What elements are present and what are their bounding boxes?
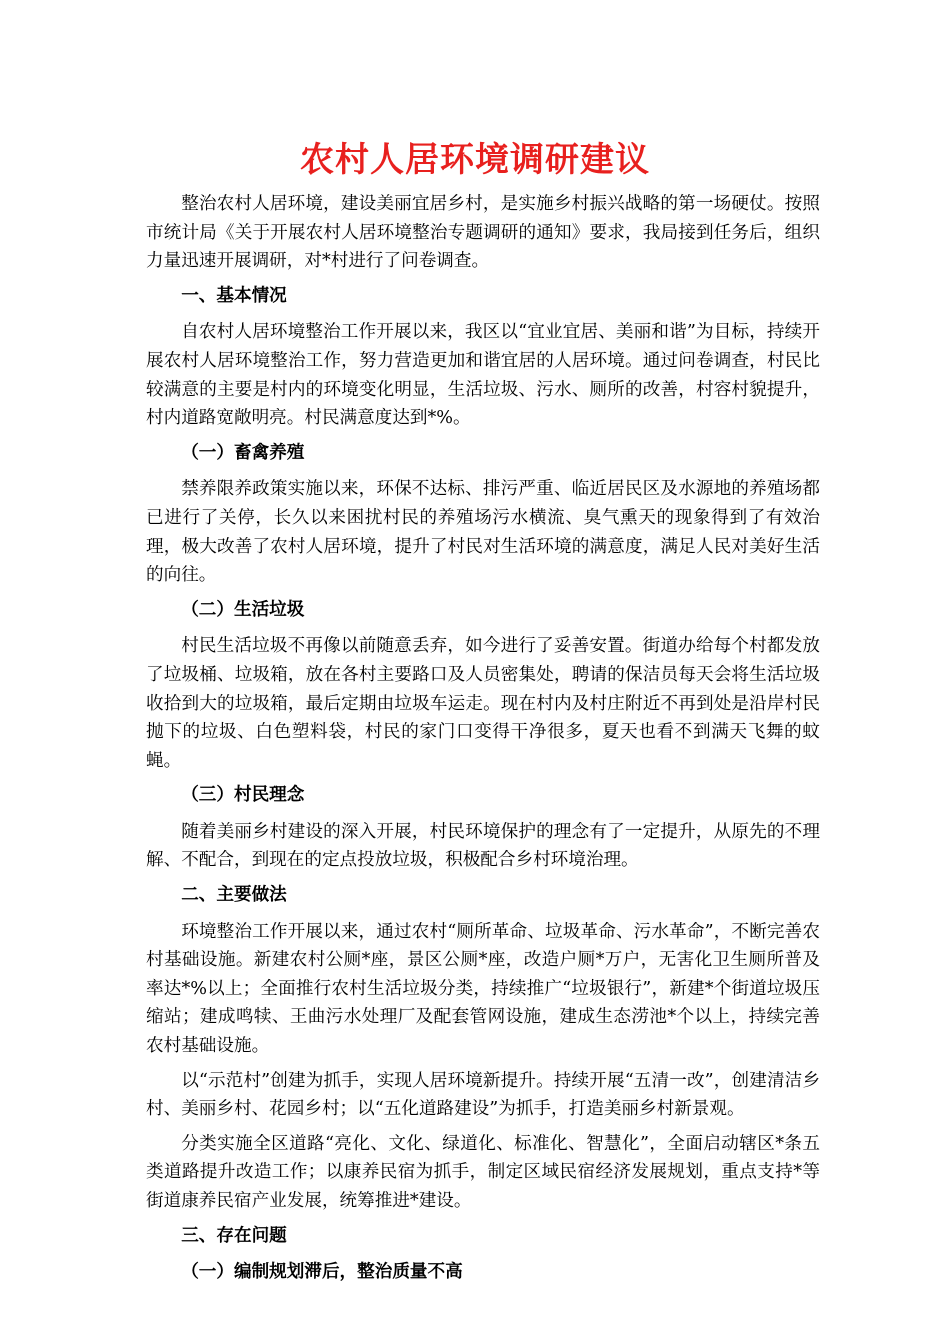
- body-paragraph: 禁养限养政策实施以来，环保不达标、排污严重、临近居民区及水源地的养殖场都已进行了关停，长久以来困扰村民的养殖场污水横流、臭气熏天的现象得到了有效治理，极大改善了农村人居环境，提升了村民对生活环境的满意度，满足人民对美好生活的向往。: [146, 479, 820, 586]
- body-paragraph: 整治农村人居环境，建设美丽宜居乡村，是实施乡村振兴战略的第一场硬仗。按照市统计局《关于开展农村人居环境整治专题调研的通知》要求，我局接到任务后，组织力量迅速开展调研，对*村进行了问卷调查。: [146, 194, 820, 272]
- section-heading: 一、基本情况: [181, 285, 287, 306]
- body-paragraph: 分类实施全区道路“亮化、文化、绿道化、标准化、智慧化”，全面启动辖区*条五类道路提升改造工作；以康养民宿为抓手，制定区域民宿经济发展规划，重点支持*等街道康养民宿产业发展，统筹推进*建设。: [146, 1133, 820, 1211]
- body-paragraph: 以“示范村”创建为抓手，实现人居环境新提升。持续开展“五清一改”，创建清洁乡村、美丽乡村、花园乡村；以“五化道路建设”为抓手，打造美丽乡村新景观。: [146, 1070, 820, 1120]
- section-heading: 二、主要做法: [181, 885, 287, 906]
- section-heading: （一）畜禽养殖: [181, 442, 305, 463]
- body-paragraph: 自农村人居环境整治工作开展以来，我区以“宜业宜居、美丽和谐”为目标，持续开展农村人居环境整治工作，努力营造更加和谐宜居的人居环境。通过问卷调查，村民比较满意的主要是村内的环境变化明显，生活垃圾、污水、厕所的改善，村容村貌提升，村内道路宽敞明亮。村民满意度达到*%。: [146, 322, 820, 429]
- body-paragraph: 村民生活垃圾不再像以前随意丢弃，如今进行了妥善安置。街道办给每个村都发放了垃圾桶、垃圾箱，放在各村主要路口及人员密集处，聘请的保洁员每天会将生活垃圾收拾到大的垃圾箱，最后定期由垃圾车运走。现在村内及村庄附近不再到处是沿岸村民抛下的垃圾、白色塑料袋，村民的家门口变得干净很多，夏天也看不到满天飞舞的蚊蝇。: [146, 636, 820, 771]
- body-paragraph: 环境整治工作开展以来，通过农村“厕所革命、垃圾革命、污水革命”，不断完善农村基础设施。新建农村公厕*座，景区公厕*座，改造户厕*万户，无害化卫生厕所普及率达*%以上；全面推行农村生活垃圾分类，持续推广“垃圾银行”，新建*个街道垃圾压缩站；建成鸣犊、王曲污水处理厂及配套管网设施，建成生态涝池*个以上，持续完善农村基础设施。: [146, 921, 820, 1057]
- section-heading: 三、存在问题: [181, 1225, 287, 1246]
- section-heading: （一）编制规划滞后，整治质量不高: [181, 1262, 463, 1283]
- body-paragraph: 随着美丽乡村建设的深入开展，村民环境保护的理念有了一定提升，从原先的不理解、不配合，到现在的定点投放垃圾，积极配合乡村环境治理。: [146, 821, 820, 871]
- section-heading: （三）村民理念: [181, 785, 305, 806]
- document-title: 农村人居环境调研建议: [300, 140, 650, 180]
- document-body: [146, 190, 820, 1295]
- section-heading: （二）生活垃圾: [181, 599, 305, 620]
